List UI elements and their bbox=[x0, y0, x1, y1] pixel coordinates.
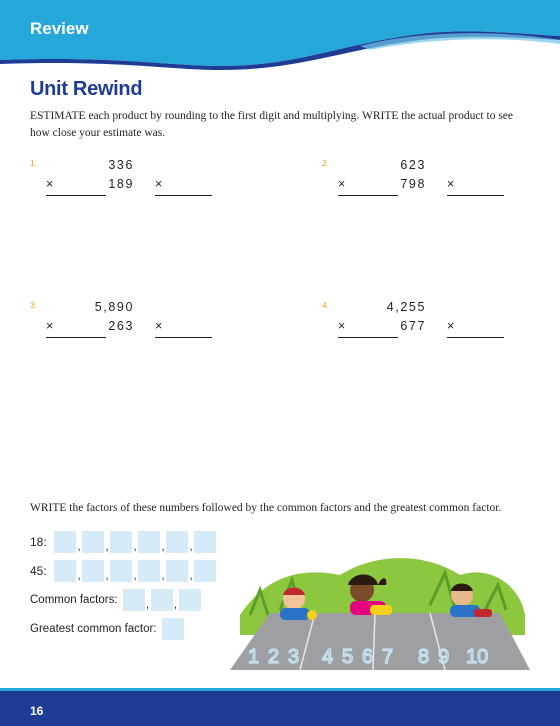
comma: , bbox=[146, 599, 150, 611]
multiplier: 798 bbox=[400, 177, 426, 191]
row-label: 45: bbox=[30, 564, 47, 578]
multiplicand: 5,890 bbox=[94, 300, 134, 314]
problem-number: 2. bbox=[322, 158, 330, 168]
answer-box[interactable] bbox=[54, 531, 76, 553]
factors-row-18 bbox=[30, 530, 216, 554]
estimate-answer-line[interactable] bbox=[447, 195, 504, 196]
answer-box[interactable] bbox=[194, 560, 216, 582]
hopscotch-number: 4 bbox=[322, 646, 334, 668]
answer-box[interactable] bbox=[138, 531, 160, 553]
answer-box[interactable] bbox=[123, 589, 145, 611]
problem-1 bbox=[30, 158, 230, 218]
footer-bar bbox=[0, 688, 560, 726]
estimate-answer-line[interactable] bbox=[155, 337, 212, 338]
answer-box[interactable] bbox=[138, 560, 160, 582]
multiplier: 263 bbox=[108, 319, 134, 333]
common-factors-row bbox=[30, 588, 201, 612]
comma: , bbox=[133, 541, 137, 553]
problem-2 bbox=[322, 158, 522, 218]
hopscotch-number: 2 bbox=[268, 646, 280, 668]
estimate-times-sign: × bbox=[155, 177, 163, 191]
answer-box[interactable] bbox=[194, 531, 216, 553]
product-line bbox=[46, 337, 106, 338]
hopscotch-number: 8 bbox=[418, 646, 430, 668]
problem-number: 1. bbox=[30, 158, 38, 168]
answer-box[interactable] bbox=[110, 531, 132, 553]
factors-row-45 bbox=[30, 559, 216, 583]
gcf-row bbox=[30, 617, 184, 641]
multiplicand: 623 bbox=[400, 158, 426, 172]
answer-box[interactable] bbox=[162, 618, 184, 640]
estimate-times-sign: × bbox=[447, 177, 455, 191]
product-line bbox=[46, 195, 106, 196]
answer-box[interactable] bbox=[54, 560, 76, 582]
page-title: Unit Rewind bbox=[30, 78, 143, 100]
answer-box[interactable] bbox=[166, 531, 188, 553]
hopscotch-number: 9 bbox=[438, 646, 450, 668]
factors-instructions: WRITE the factors of these numbers followed by the common factors and the greatest common factor. bbox=[30, 502, 502, 514]
answer-box[interactable] bbox=[110, 560, 132, 582]
multiplicand: 336 bbox=[108, 158, 134, 172]
row-label: 18: bbox=[30, 535, 47, 549]
multiplicand: 4,255 bbox=[386, 300, 426, 314]
hopscotch-number: 3 bbox=[288, 646, 300, 668]
hopscotch-number: 6 bbox=[362, 646, 374, 668]
times-sign: × bbox=[46, 177, 54, 191]
estimate-times-sign: × bbox=[155, 319, 163, 333]
row-label: Common factors: bbox=[30, 594, 118, 606]
comma: , bbox=[189, 570, 193, 582]
times-sign: × bbox=[338, 319, 346, 333]
product-line bbox=[338, 337, 398, 338]
comma: , bbox=[133, 570, 137, 582]
hopscotch-number: 1 bbox=[248, 646, 260, 668]
comma: , bbox=[161, 570, 165, 582]
comma: , bbox=[105, 570, 109, 582]
problem-3 bbox=[30, 300, 230, 360]
multiplier: 189 bbox=[108, 177, 134, 191]
instructions: ESTIMATE each product by rounding to the first digit and multiplying. WRITE the actual product to see how close your estimate was. bbox=[30, 110, 514, 139]
comma: , bbox=[105, 541, 109, 553]
estimate-times-sign: × bbox=[447, 319, 455, 333]
hopscotch-number: 5 bbox=[342, 646, 354, 668]
times-sign: × bbox=[338, 177, 346, 191]
estimate-answer-line[interactable] bbox=[447, 337, 504, 338]
row-label: Greatest common factor: bbox=[30, 623, 157, 635]
kids-hopscotch-illustration bbox=[230, 545, 530, 670]
comma: , bbox=[77, 570, 81, 582]
comma: , bbox=[77, 541, 81, 553]
problem-4 bbox=[322, 300, 522, 360]
answer-box[interactable] bbox=[82, 560, 104, 582]
page-number: 16 bbox=[30, 704, 44, 718]
problem-number: 3. bbox=[30, 300, 38, 310]
answer-box[interactable] bbox=[151, 589, 173, 611]
comma: , bbox=[189, 541, 193, 553]
answer-box[interactable] bbox=[82, 531, 104, 553]
product-line bbox=[338, 195, 398, 196]
multiplier: 677 bbox=[400, 319, 426, 333]
answer-box[interactable] bbox=[166, 560, 188, 582]
hopscotch-number: 7 bbox=[382, 646, 394, 668]
problem-number: 4. bbox=[322, 300, 330, 310]
comma: , bbox=[174, 599, 178, 611]
answer-box[interactable] bbox=[179, 589, 201, 611]
hopscotch-number: 10 bbox=[466, 646, 489, 668]
comma: , bbox=[161, 541, 165, 553]
times-sign: × bbox=[46, 319, 54, 333]
estimate-answer-line[interactable] bbox=[155, 195, 212, 196]
section-label: Review bbox=[30, 19, 89, 38]
